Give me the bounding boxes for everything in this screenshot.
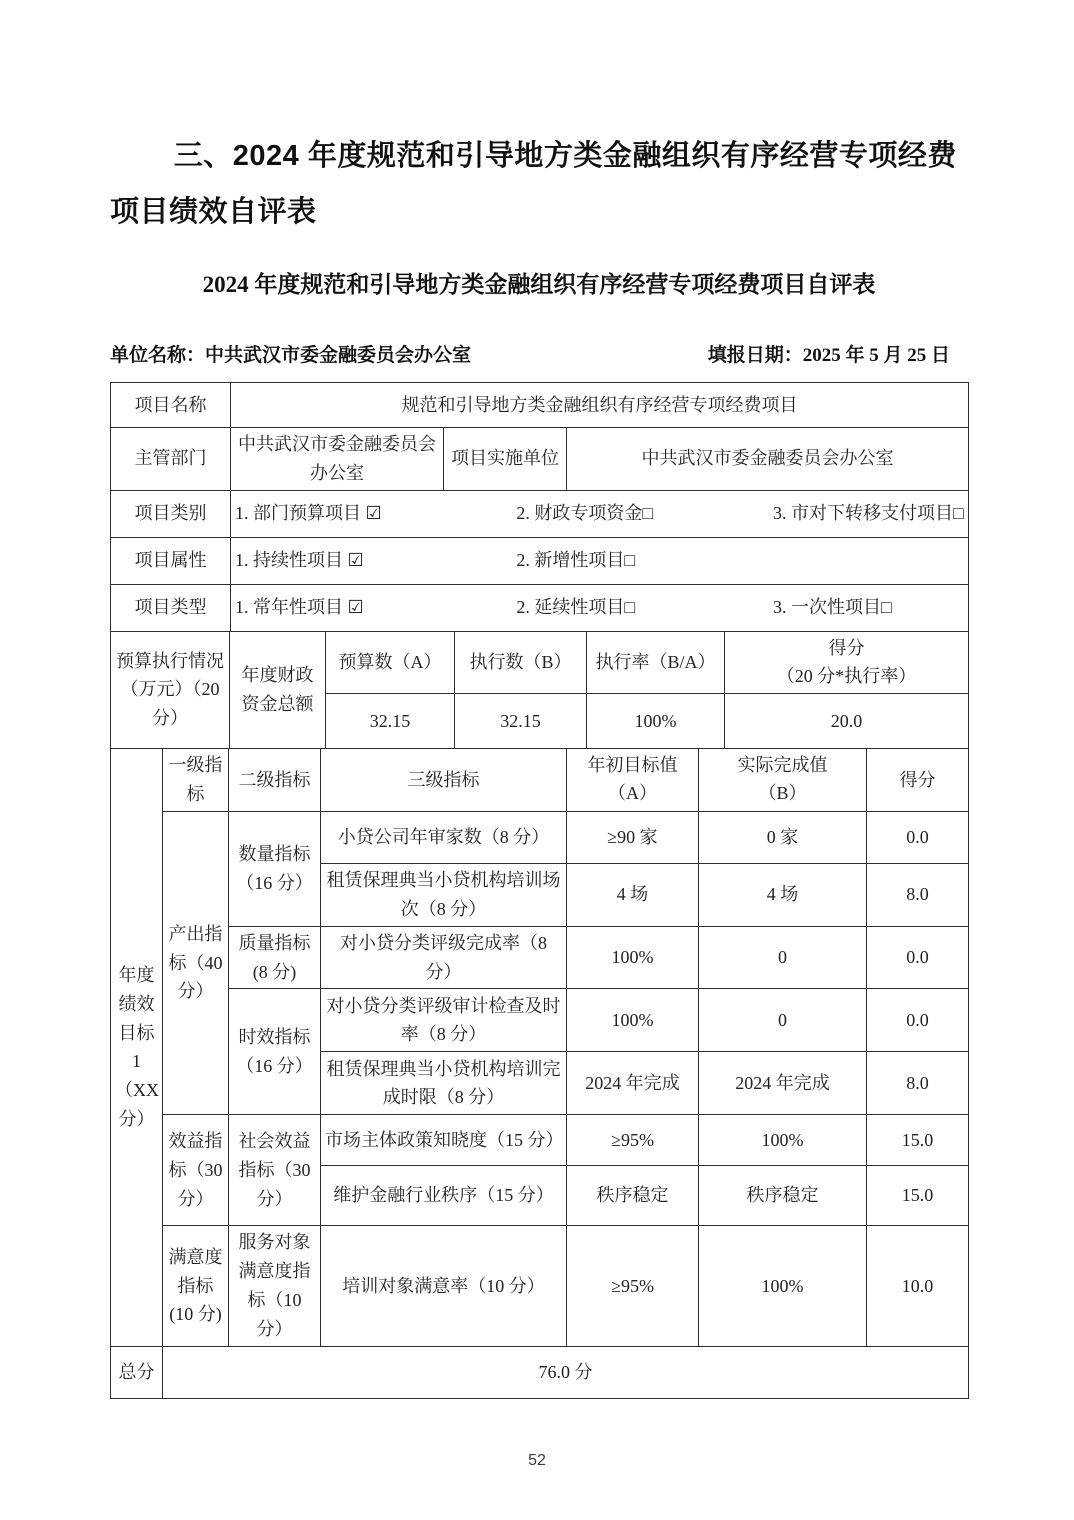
- budget-col-header: 预算数（A）: [326, 631, 455, 694]
- indicator-name: 租赁保理典当小贷机构培训完成时限（8 分）: [321, 1052, 567, 1115]
- budget-value: 32.15: [326, 694, 455, 749]
- budget-section-label: 预算执行情况（万元）（20 分）: [111, 631, 230, 749]
- type-option-checkbox: 1. 常年性项目 ☑: [235, 597, 364, 618]
- table-row: [111, 537, 969, 584]
- indicator-name: 培训对象满意率（10 分）: [321, 1226, 567, 1346]
- indicator-actual: 0 家: [699, 811, 867, 863]
- indicator-actual: 4 场: [699, 863, 867, 926]
- indicator-actual: 秩序稳定: [699, 1166, 867, 1226]
- unit-name: [110, 344, 471, 368]
- quantity-indicator-group: 数量指标（16 分）: [229, 811, 321, 926]
- indicator-target: 100%: [567, 989, 699, 1052]
- indicator-actual: 100%: [699, 1226, 867, 1346]
- table-row: [111, 989, 969, 1052]
- indicator-score: 10.0: [867, 1226, 969, 1346]
- unit-name-value: 中共武汉市委金融委员会办公室: [205, 345, 472, 366]
- category-label: 项目类别: [111, 490, 231, 537]
- indicator-target: 2024 年完成: [567, 1052, 699, 1115]
- table-row: [111, 926, 969, 989]
- indicator-name: 对小贷分类评级完成率（8 分）: [321, 926, 567, 989]
- indicator-actual: 2024 年完成: [699, 1052, 867, 1115]
- category-option-checkbox: 2. 财政专项资金□: [516, 503, 654, 524]
- actual-header: 实际完成值（B）: [699, 749, 867, 812]
- quality-indicator-group: 质量指标(8 分): [229, 926, 321, 989]
- table-row: [111, 584, 969, 631]
- type-option-checkbox: 2. 延续性项目□: [516, 597, 636, 618]
- timeliness-indicator-group: 时效指标（16 分）: [229, 989, 321, 1115]
- annual-fund-label: 年度财政 资金总额: [230, 631, 326, 749]
- exec-col-header: 执行数（B）: [455, 631, 587, 694]
- attribute-label: 项目属性: [111, 537, 231, 584]
- table-row: [111, 383, 969, 428]
- table-row: [111, 1346, 969, 1398]
- attribute-option-checkbox: 1. 持续性项目 ☑: [235, 550, 364, 571]
- table-row: [111, 811, 969, 863]
- dept-label: 主管部门: [111, 428, 231, 491]
- indicator-target: ≥90 家: [567, 811, 699, 863]
- total-score-label: 总分: [111, 1346, 163, 1398]
- target-header: 年初目标值（A）: [567, 749, 699, 812]
- table-row: [111, 1115, 969, 1166]
- table-row: [111, 428, 969, 491]
- level1-header: 一级指标: [163, 749, 229, 812]
- type-option-checkbox: 3. 一次性项目□: [772, 597, 892, 618]
- output-indicator-group: 产出指标（40 分）: [163, 811, 229, 1115]
- unit-name-label: 单位名称：: [110, 345, 206, 366]
- performance-section-label: 年度绩效目标 1（XX 分）: [111, 749, 163, 1346]
- score-col-header: 得分 （20 分*执行率）: [725, 631, 969, 694]
- category-option-checkbox: 3. 市对下转移支付项目□: [772, 503, 964, 524]
- score-value: 20.0: [725, 694, 969, 749]
- indicator-actual: 100%: [699, 1115, 867, 1166]
- performance-table: [110, 748, 969, 1398]
- indicator-name: 租赁保理典当小贷机构培训场次（8 分）: [321, 863, 567, 926]
- impl-unit-value: 中共武汉市委金融委员会办公室: [567, 428, 969, 491]
- total-score-value: 76.0 分: [163, 1346, 969, 1398]
- indicator-score: 8.0: [867, 863, 969, 926]
- table-row: [111, 749, 969, 812]
- project-name-label: 项目名称: [111, 383, 231, 428]
- attribute-options: [231, 537, 969, 584]
- indicator-score: 15.0: [867, 1166, 969, 1226]
- budget-table: [110, 631, 969, 750]
- report-date-label: 填报日期：: [707, 345, 803, 366]
- score-header: 得分: [867, 749, 969, 812]
- exec-value: 32.15: [455, 694, 587, 749]
- table-title: 2024 年度规范和引导地方类金融组织有序经营专项经费项目自评表: [202, 272, 876, 297]
- report-date-value: 2025 年 5 月 25 日: [802, 345, 950, 366]
- project-info-table: [110, 382, 969, 632]
- indicator-score: 15.0: [867, 1115, 969, 1166]
- rate-col-header: 执行率（B/A）: [587, 631, 725, 694]
- meta-line: [110, 344, 968, 368]
- page-number: 52: [528, 1452, 546, 1469]
- satisfaction-indicator-group: 满意度指标(10 分): [163, 1226, 229, 1346]
- table-row: [111, 490, 969, 537]
- level2-header: 二级指标: [229, 749, 321, 812]
- indicator-name: 市场主体政策知晓度（15 分）: [321, 1115, 567, 1166]
- dept-value: 中共武汉市委金融委员会办公室: [231, 428, 444, 491]
- indicator-score: 8.0: [867, 1052, 969, 1115]
- report-date: [708, 344, 950, 368]
- indicator-name: 小贷公司年审家数（8 分）: [321, 811, 567, 863]
- category-option-checkbox: 1. 部门预算项目 ☑: [235, 503, 382, 524]
- impl-unit-label: 项目实施单位: [444, 428, 567, 491]
- level3-header: 三级指标: [321, 749, 567, 812]
- category-options: [231, 490, 969, 537]
- type-options: [231, 584, 969, 631]
- indicator-name: 对小贷分类评级审计检查及时率（8 分）: [321, 989, 567, 1052]
- indicator-score: 0.0: [867, 811, 969, 863]
- indicator-target: ≥95%: [567, 1226, 699, 1346]
- indicator-target: 秩序稳定: [567, 1166, 699, 1226]
- page-title: 三、2024 年度规范和引导地方类金融组织有序经营专项经费项目绩效自评表: [110, 140, 957, 228]
- service-satisfaction-indicator-group: 服务对象满意度指标（10 分）: [229, 1226, 321, 1346]
- table-row: [111, 1226, 969, 1346]
- attribute-option-checkbox: 2. 新增性项目□: [516, 550, 636, 571]
- indicator-target: 4 场: [567, 863, 699, 926]
- rate-value: 100%: [587, 694, 725, 749]
- indicator-name: 维护金融行业秩序（15 分）: [321, 1166, 567, 1226]
- indicator-score: 0.0: [867, 989, 969, 1052]
- type-label: 项目类型: [111, 584, 231, 631]
- indicator-target: ≥95%: [567, 1115, 699, 1166]
- indicator-score: 0.0: [867, 926, 969, 989]
- benefit-indicator-group: 效益指标（30 分）: [163, 1115, 229, 1226]
- indicator-target: 100%: [567, 926, 699, 989]
- table-row: [111, 631, 969, 694]
- indicator-actual: 0: [699, 926, 867, 989]
- project-name-value: 规范和引导地方类金融组织有序经营专项经费项目: [231, 383, 969, 428]
- indicator-actual: 0: [699, 989, 867, 1052]
- social-benefit-indicator-group: 社会效益指标（30 分）: [229, 1115, 321, 1226]
